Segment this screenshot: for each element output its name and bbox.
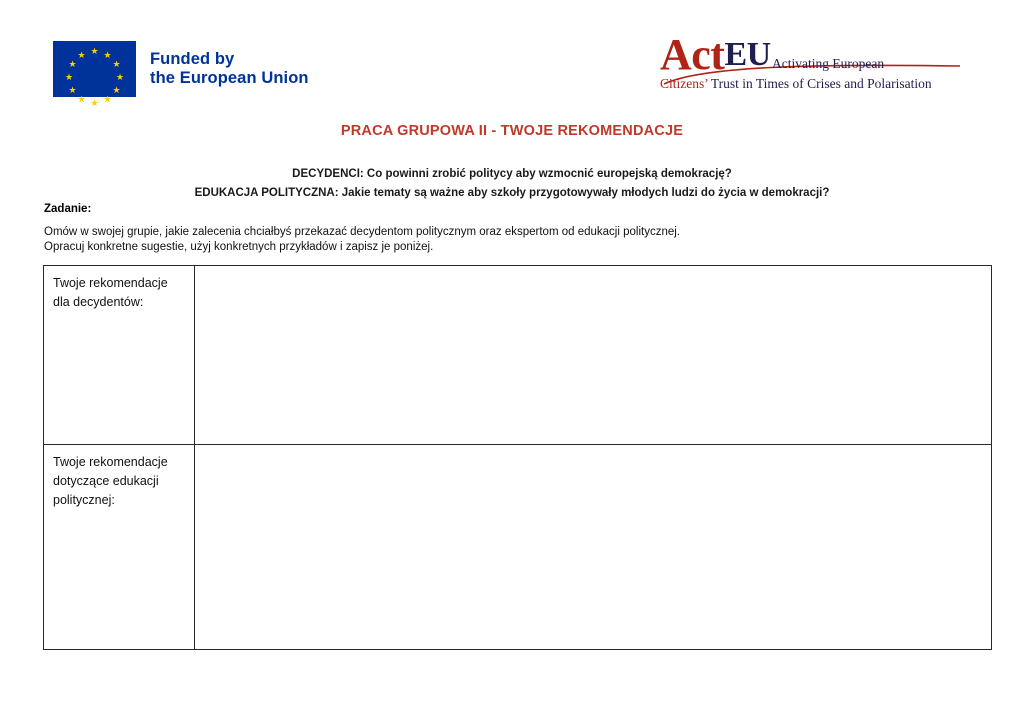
acteu-wordmark — [660, 30, 771, 79]
acteu-tagline-bottom — [660, 76, 932, 92]
answer-cell-political-education[interactable] — [195, 445, 992, 650]
eu-funding-line-1: Funded by — [150, 50, 235, 68]
acteu-tagline-bottom-rest: Trust in Times of Crises and Polarisation — [707, 76, 932, 91]
recommendations-table — [43, 265, 992, 650]
eu-flag-icon: ★ ★ ★ ★ ★ ★ ★ ★ ★ ★ ★ ★ — [53, 41, 136, 97]
acteu-tagline-top: Activating European — [772, 56, 885, 71]
acteu-wordmark-act: Act — [660, 30, 725, 79]
task-line-2: Opracuj konkretne sugestie, użyj konkretnych przykładów i zapisz je poniżej. — [44, 241, 434, 253]
eu-funding-line-2: the European Union — [150, 69, 309, 87]
task-heading: Zadanie: — [44, 203, 92, 215]
answer-input-policymakers[interactable] — [204, 274, 982, 444]
acteu-tagline-bottom-red: Citizens’ — [660, 76, 708, 91]
eu-funding-logo — [53, 41, 309, 108]
acteu-wordmark-eu: EU — [724, 36, 771, 73]
answer-input-political-education[interactable] — [204, 453, 982, 649]
eu-funding-text — [150, 50, 309, 88]
row-label-political-education: Twoje rekomendacje dotyczące edukacji politycznej: — [44, 445, 195, 650]
task-line-1: Omów w swojej grupie, jakie zalecenia chciałbyś przekazać decydentom politycznym oraz ekspertom od edukacji politycznej. — [44, 226, 680, 238]
table-row — [44, 445, 992, 650]
acteu-logo — [660, 30, 950, 100]
answer-cell-policymakers[interactable] — [195, 266, 992, 445]
document-header — [0, 0, 1024, 110]
table-row — [44, 266, 992, 445]
question-policymakers: DECYDENCI: Co powinni zrobić politycy aby wzmocnić europejską demokrację? — [292, 168, 732, 180]
question-political-education: EDUKACJA POLITYCZNA: Jakie tematy są ważne aby szkoły przygotowywały młodych ludzi do życia w demokracji? — [194, 187, 830, 199]
page-title: PRACA GRUPOWA II - TWOJE REKOMENDACJE — [340, 123, 684, 139]
row-label-policymakers: Twoje rekomendacje dla decydentów: — [44, 266, 195, 445]
